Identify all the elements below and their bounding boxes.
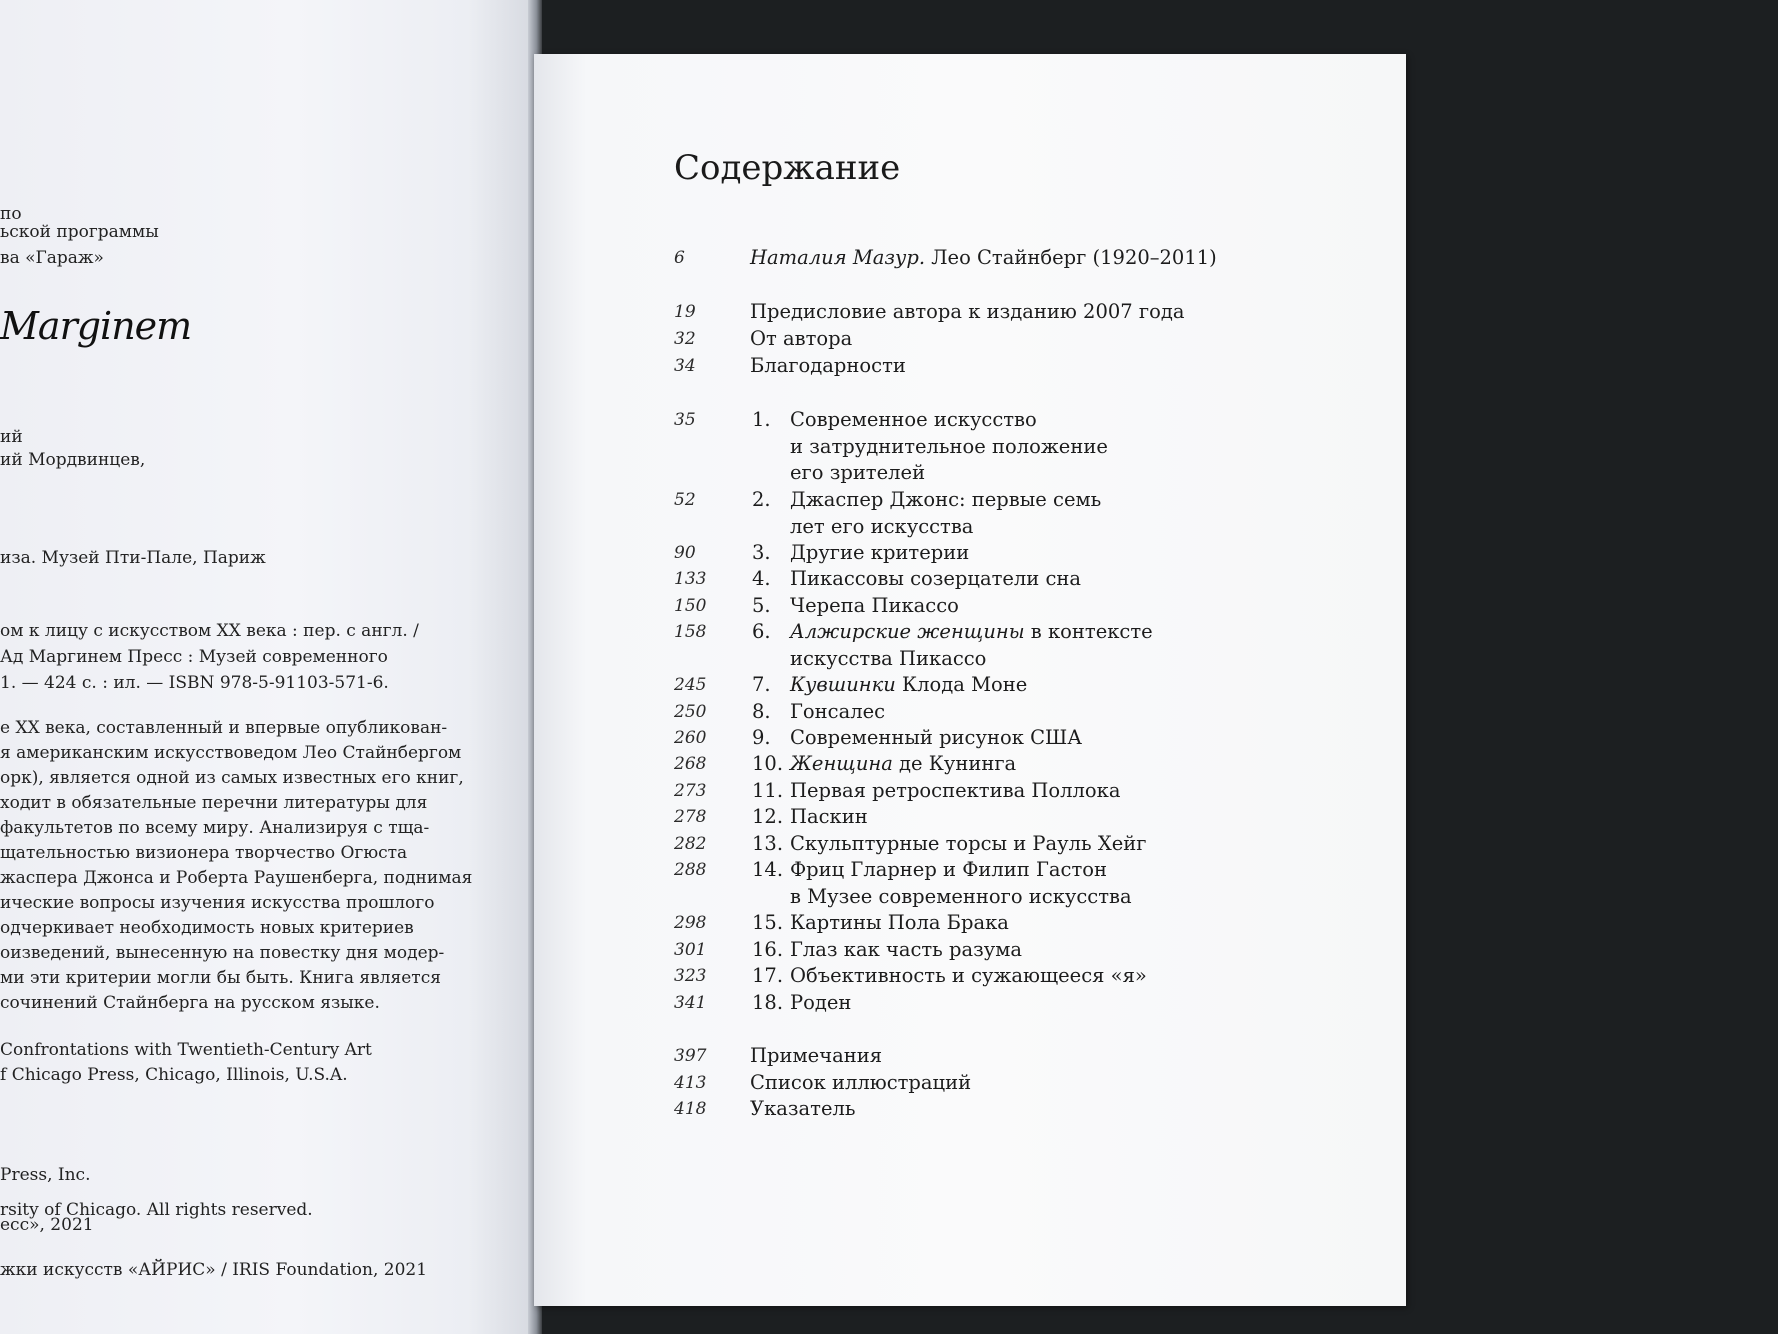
toc-chapter-number: 3.: [752, 541, 771, 564]
toc-page-number: 34: [674, 356, 696, 376]
toc-page-number: 6: [674, 248, 685, 268]
toc-page-number: 278: [674, 807, 707, 827]
toc-entry-title: и затруднительное положение: [790, 434, 1108, 458]
toc-page-number: 52: [674, 490, 696, 510]
toc-entry-title: Роден: [790, 991, 852, 1014]
left-page-line: ом к лицу с искусством XX века : пер. с англ. /: [0, 621, 419, 641]
toc-page-number: 298: [674, 913, 707, 933]
toc-page-number: 273: [674, 781, 707, 801]
toc-chapter-number: 7.: [752, 673, 771, 696]
toc-entry-title: Фриц Гларнер и Филип Гастон: [790, 858, 1107, 881]
toc-chapter-number: 1.: [752, 408, 771, 431]
toc-chapter-number: 2.: [752, 488, 771, 511]
left-page-line: ходит в обязательные перечни литературы для: [0, 793, 428, 813]
left-page-line: ми эти критерии могли бы быть. Книга является: [0, 968, 441, 988]
toc-chapter-number: 14.: [752, 858, 784, 881]
toc-chapter-number: 12.: [752, 805, 784, 828]
toc-chapter-number: 18.: [752, 991, 784, 1014]
toc-entry-title: От автора: [750, 327, 853, 350]
toc-entry-title: Картины Пола Брака: [790, 911, 1009, 934]
toc-page-number: 250: [674, 702, 707, 722]
left-page-line: rsity of Chicago. All rights reserved.: [0, 1200, 313, 1220]
left-page-line: щательностью визионера творчество Огюста: [0, 843, 408, 863]
toc-entry-title: Джаспер Джонс: первые семь: [790, 488, 1102, 511]
toc-entry-title: в Музее современного искусства: [790, 884, 1132, 908]
toc-entry-title: Современный рисунок США: [790, 726, 1083, 749]
toc-entry-title: Современное искусство: [790, 408, 1037, 431]
toc-entry-title: Другие критерии: [790, 541, 970, 564]
toc-entry-title: Черепа Пикассо: [790, 594, 959, 617]
toc-page-number: 323: [674, 966, 707, 986]
left-page-line: жаспера Джонса и Роберта Раушенберга, поднимая: [0, 868, 473, 888]
toc-chapter-number: 8.: [752, 700, 771, 723]
left-page-line: Confrontations with Twentieth-Century Art: [0, 1040, 372, 1060]
toc-entry-title: его зрителей: [790, 461, 926, 484]
left-page-line: есс», 2021: [0, 1215, 94, 1235]
left-page-line: Press, Inc.: [0, 1165, 91, 1185]
left-page-line: по: [0, 204, 22, 224]
toc-page-number: 32: [674, 329, 696, 349]
toc-chapter-number: 9.: [752, 726, 771, 749]
toc-page-number: 35: [674, 410, 696, 430]
toc-entry-title: Глаз как часть разума: [790, 938, 1023, 961]
left-page: [0, 0, 532, 1334]
toc-entry-title: Благодарности: [750, 354, 906, 377]
toc-page-number: 288: [674, 860, 707, 880]
toc-page-number: 133: [674, 569, 707, 589]
left-page-line: я американским искусствоведом Лео Стайнбергом: [0, 743, 462, 763]
toc-chapter-number: 6.: [752, 620, 771, 643]
toc-chapter-number: 5.: [752, 594, 771, 617]
toc-entry-title: Объективность и сужающееся «я»: [790, 964, 1147, 987]
toc-page-number: 418: [674, 1099, 707, 1119]
left-page-line: факультетов по всему миру. Анализируя с тща-: [0, 818, 430, 838]
toc-chapter-number: 16.: [752, 938, 784, 961]
left-page-line: жки искусств «АЙРИС» / IRIS Foundation, 2021: [0, 1260, 428, 1280]
left-page-line: f Chicago Press, Chicago, Illinois, U.S.A.: [0, 1065, 348, 1085]
toc-page-number: 413: [674, 1073, 707, 1093]
toc-chapter-number: 10.: [752, 752, 784, 775]
toc-page-number: 90: [674, 543, 696, 563]
left-page-line: сочинений Стайнберга на русском языке.: [0, 993, 380, 1013]
toc-page-number: 150: [674, 596, 707, 616]
left-page-line: ические вопросы изучения искусства прошлого: [0, 893, 435, 913]
page-title: Содержание: [674, 148, 901, 188]
toc-chapter-number: 17.: [752, 964, 784, 987]
left-page-line: е XX века, составленный и впервые опубликован-: [0, 718, 448, 738]
publisher-logo: Marginem: [0, 304, 192, 348]
toc-entry-title: Гонсалес: [790, 700, 886, 723]
toc-entry-title: Список иллюстраций: [750, 1071, 972, 1094]
left-page-line: ва «Гараж»: [0, 248, 104, 268]
toc-entry-title: Паскин: [790, 805, 868, 828]
toc-entry-title: Первая ретроспектива Поллока: [790, 779, 1121, 802]
toc-page-number: 245: [674, 675, 707, 695]
toc-chapter-number: 13.: [752, 832, 784, 855]
toc-page-number: 158: [674, 622, 707, 642]
toc-page-number: 341: [674, 993, 707, 1013]
toc-entry-title: Примечания: [750, 1044, 883, 1067]
toc-entry-title: Предисловие автора к изданию 2007 года: [750, 300, 1185, 323]
toc-entry-title: Наталия Мазур. Лео Стайнберг (1920–2011): [750, 246, 1217, 269]
toc-page-number: 19: [674, 302, 696, 322]
toc-entry-title: лет его искусства: [790, 514, 974, 538]
left-page-line: орк), является одной из самых известных его книг,: [0, 768, 464, 788]
toc-chapter-number: 11.: [752, 779, 784, 802]
toc-page-number: 268: [674, 754, 707, 774]
left-page-line: ий Мордвинцев,: [0, 450, 146, 470]
left-page-line: одчеркивает необходимость новых критериев: [0, 918, 414, 938]
toc-entry-title: Пикассовы созерцатели сна: [790, 567, 1082, 590]
toc-page-number: 260: [674, 728, 707, 748]
toc-page-number: 282: [674, 834, 707, 854]
toc-page-number: 301: [674, 940, 707, 960]
toc-entry-title: искусства Пикассо: [790, 646, 987, 670]
left-page-line: оизведений, вынесенную на повестку дня модер-: [0, 943, 445, 963]
left-page-line: 1. — 424 с. : ил. — ISBN 978-5-91103-571-6.: [0, 673, 389, 693]
toc-entry-title: Указатель: [750, 1097, 856, 1120]
left-page-line: ий: [0, 427, 23, 447]
toc-entry-title: Женщина де Кунинга: [790, 752, 1017, 775]
toc-entry-title: Алжирские женщины в контексте: [790, 620, 1153, 643]
toc-chapter-number: 4.: [752, 567, 771, 590]
left-page-line: Ад Маргинем Пресс : Музей современного: [0, 647, 388, 667]
toc-entry-title: Кувшинки Клода Моне: [790, 673, 1028, 696]
toc-page-number: 397: [674, 1046, 707, 1066]
toc-entry-title: Скульптурные торсы и Рауль Хейг: [790, 832, 1147, 855]
toc-chapter-number: 15.: [752, 911, 784, 934]
left-page-line: ьской программы: [0, 222, 159, 242]
left-page-line: иза. Музей Пти-Пале, Париж: [0, 548, 266, 568]
